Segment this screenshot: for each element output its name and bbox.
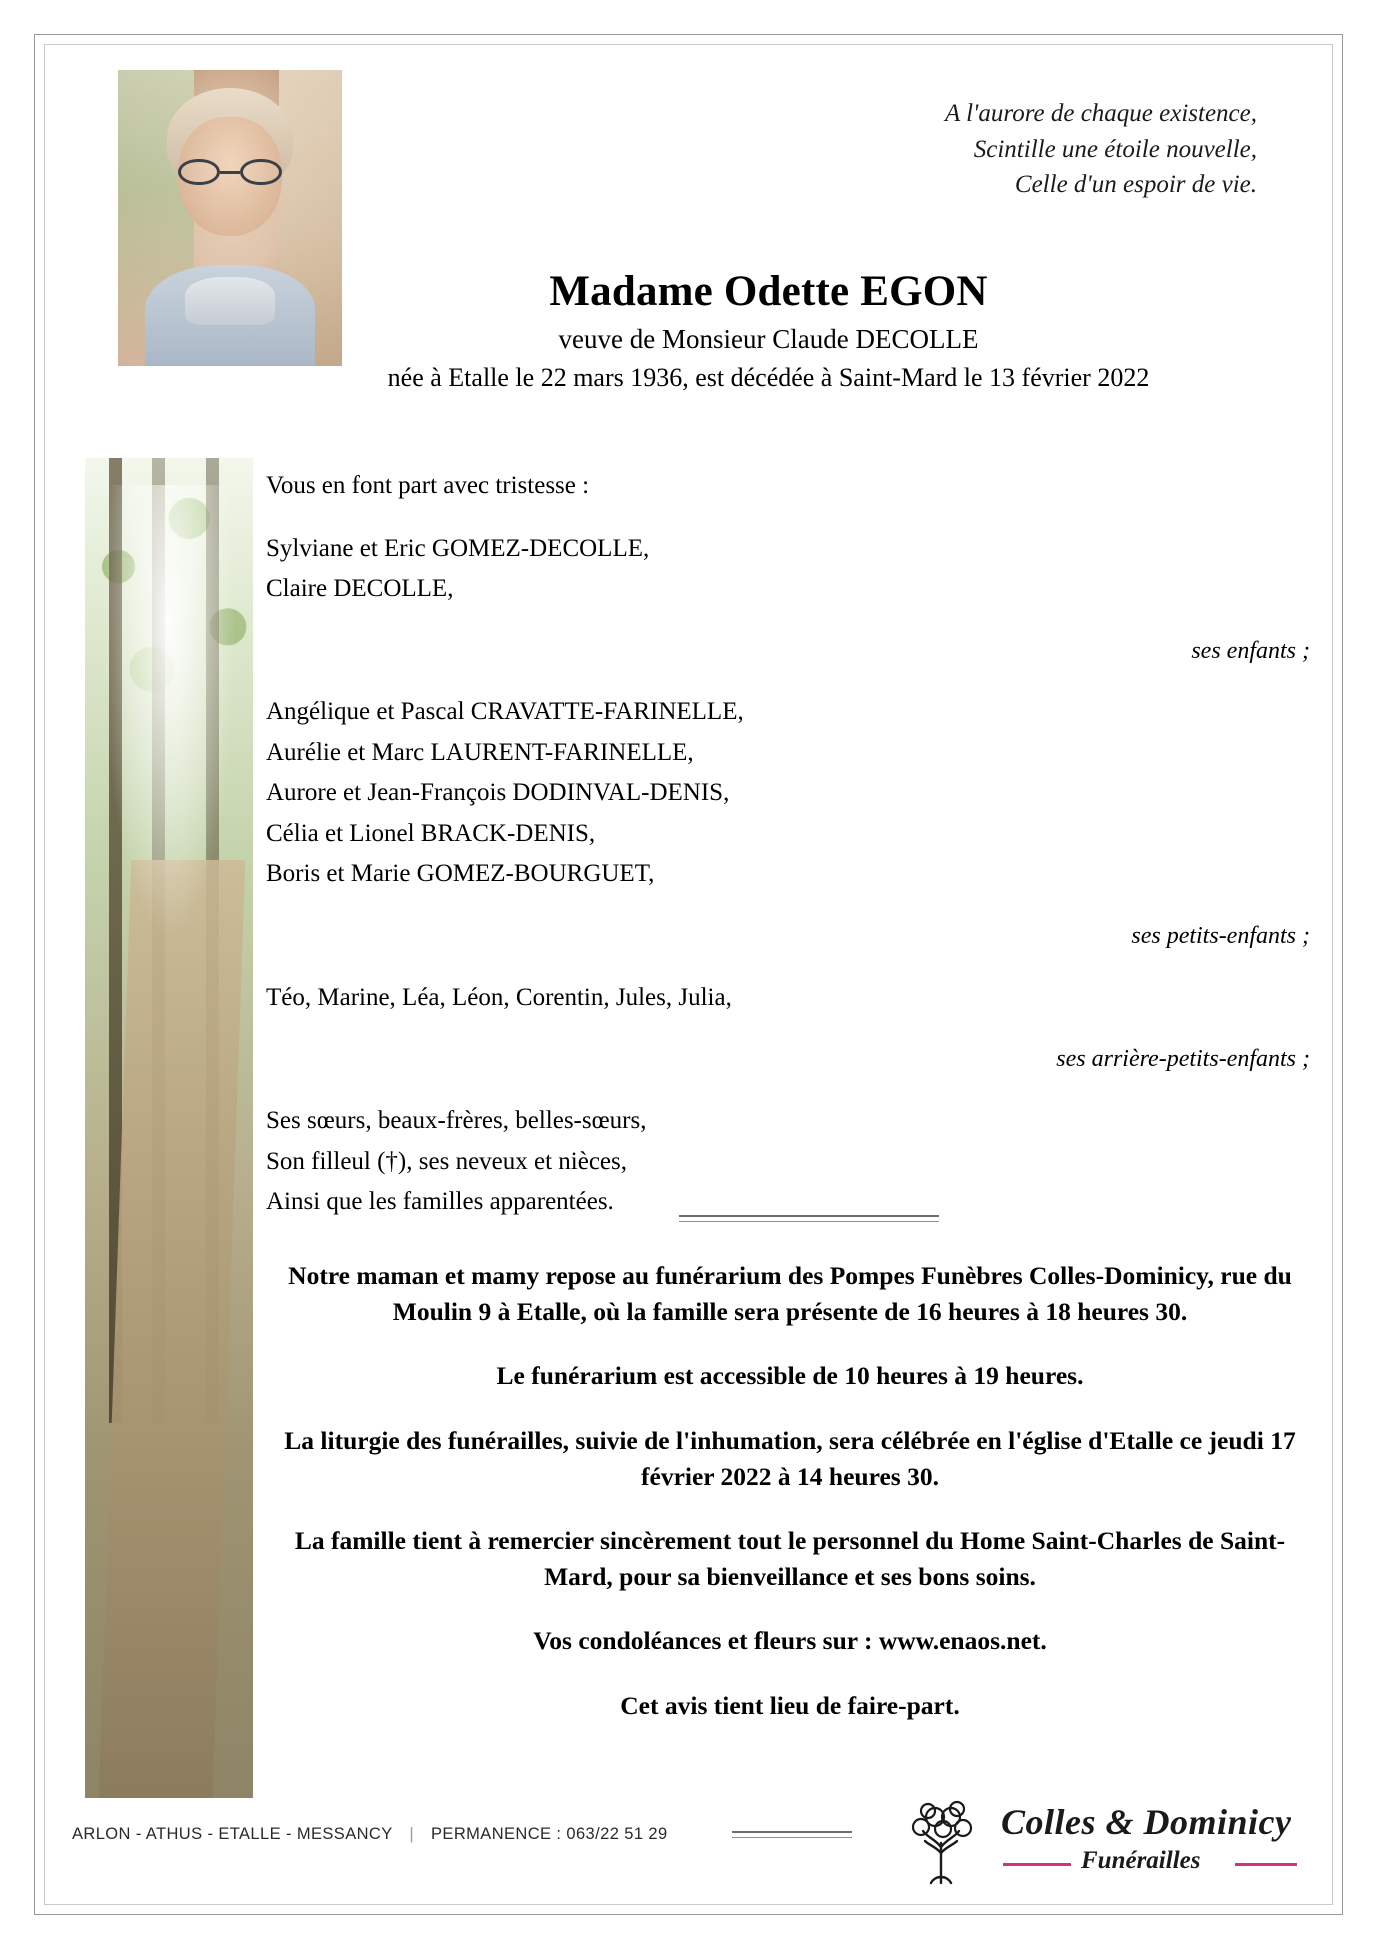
sunlight-glow [102, 485, 236, 941]
announcement-text [266, 466, 1314, 1223]
role-great-grandchildren: ses arrière-petits-enfants ; [1056, 1046, 1310, 1073]
footer-divider [732, 1831, 852, 1838]
list-item: Ses sœurs, beaux-frères, belles-sœurs, [266, 1107, 647, 1135]
spouse-line: veuve de Monsieur Claude DECOLLE [558, 324, 979, 355]
brand-rule-right [1235, 1863, 1297, 1866]
portrait-collar [185, 277, 275, 324]
footer-separator: | [409, 1825, 415, 1843]
epitaph-line-1: A l'aurore de chaque existence, [945, 100, 1257, 127]
list-item: Son filleul (†), ses neveux et nièces, [266, 1147, 628, 1175]
footer-cities: ARLON - ATHUS - ETALLE - MESSANCY [72, 1825, 393, 1843]
list-item: Aurore et Jean-François DODINVAL-DENIS, [266, 779, 730, 807]
ceremony-paragraph: Cet avis tient lieu de faire-part. [620, 1690, 960, 1720]
ceremony-details [266, 1258, 1314, 1724]
brand-rule-left [1003, 1863, 1071, 1866]
tree-icon [895, 1797, 987, 1885]
condolences-link-line[interactable]: Vos condoléances et fleurs sur : www.enaos.net. [533, 1626, 1047, 1656]
ceremony-paragraph: Le funérarium est accessible de 10 heures à 19 heures. [496, 1361, 1084, 1391]
section-divider [679, 1215, 939, 1222]
ceremony-paragraph: Notre maman et mamy repose au funérarium des Pompes Funèbres Colles-Dominicy, rue du Moulin 9 à Etalle, où la famille sera présente de 16 heures à 18 heures 30. [288, 1261, 1292, 1327]
list-item: Angélique et Pascal CRAVATTE-FARINELLE, [266, 698, 744, 726]
birth-death-line: née à Etalle le 22 mars 1936, est décédée à Saint-Mard le 13 février 2022 [387, 363, 1150, 393]
footer-permanence-label: PERMANENCE : [431, 1825, 562, 1843]
list-item: Célia et Lionel BRACK-DENIS, [266, 819, 596, 847]
footer-permanence-phone: 063/22 51 29 [566, 1825, 668, 1843]
list-item: Ainsi que les familles apparentées. [266, 1188, 614, 1216]
list-item: Téo, Marine, Léa, Léon, Corentin, Jules, Julia, [266, 983, 732, 1011]
epitaph-verse [697, 96, 1257, 203]
list-item: Sylviane et Eric GOMEZ-DECOLLE, [266, 534, 650, 562]
role-grandchildren: ses petits-enfants ; [1131, 922, 1310, 949]
brand-name: Colles & Dominicy [1001, 1802, 1292, 1842]
epitaph-line-2: Scintille une étoile nouvelle, [973, 135, 1257, 163]
company-logo [885, 1797, 1305, 1889]
ceremony-paragraph: La famille tient à remercier sincèrement tout le personnel du Home Saint-Charles de Saint-Mard, pour sa bienveillance et ses bons soins. [294, 1526, 1286, 1592]
ceremony-paragraph: La liturgie des funérailles, suivie de l'inhumation, sera célébrée en l'église d'Etalle ce jeudi 17 février 2022 à 14 heures 30. [284, 1425, 1296, 1491]
list-item: Claire DECOLLE, [266, 575, 454, 602]
brand-subtitle: Funérailles [1081, 1847, 1201, 1874]
footer [72, 1791, 1305, 1887]
deceased-identity [270, 268, 1267, 395]
list-item: Boris et Marie GOMEZ-BOURGUET, [266, 860, 655, 888]
footer-contact [72, 1825, 668, 1844]
epitaph-line-3: Celle d'un espoir de vie. [1014, 171, 1257, 198]
role-children: ses enfants ; [1191, 637, 1310, 664]
list-item: Aurélie et Marc LAURENT-FARINELLE, [266, 738, 694, 766]
page-title: Madame Odette EGON [549, 268, 988, 315]
glasses-icon [178, 159, 281, 186]
announcement-intro: Vous en font part avec tristesse : [266, 472, 590, 499]
forest-path-photo [85, 458, 253, 1798]
